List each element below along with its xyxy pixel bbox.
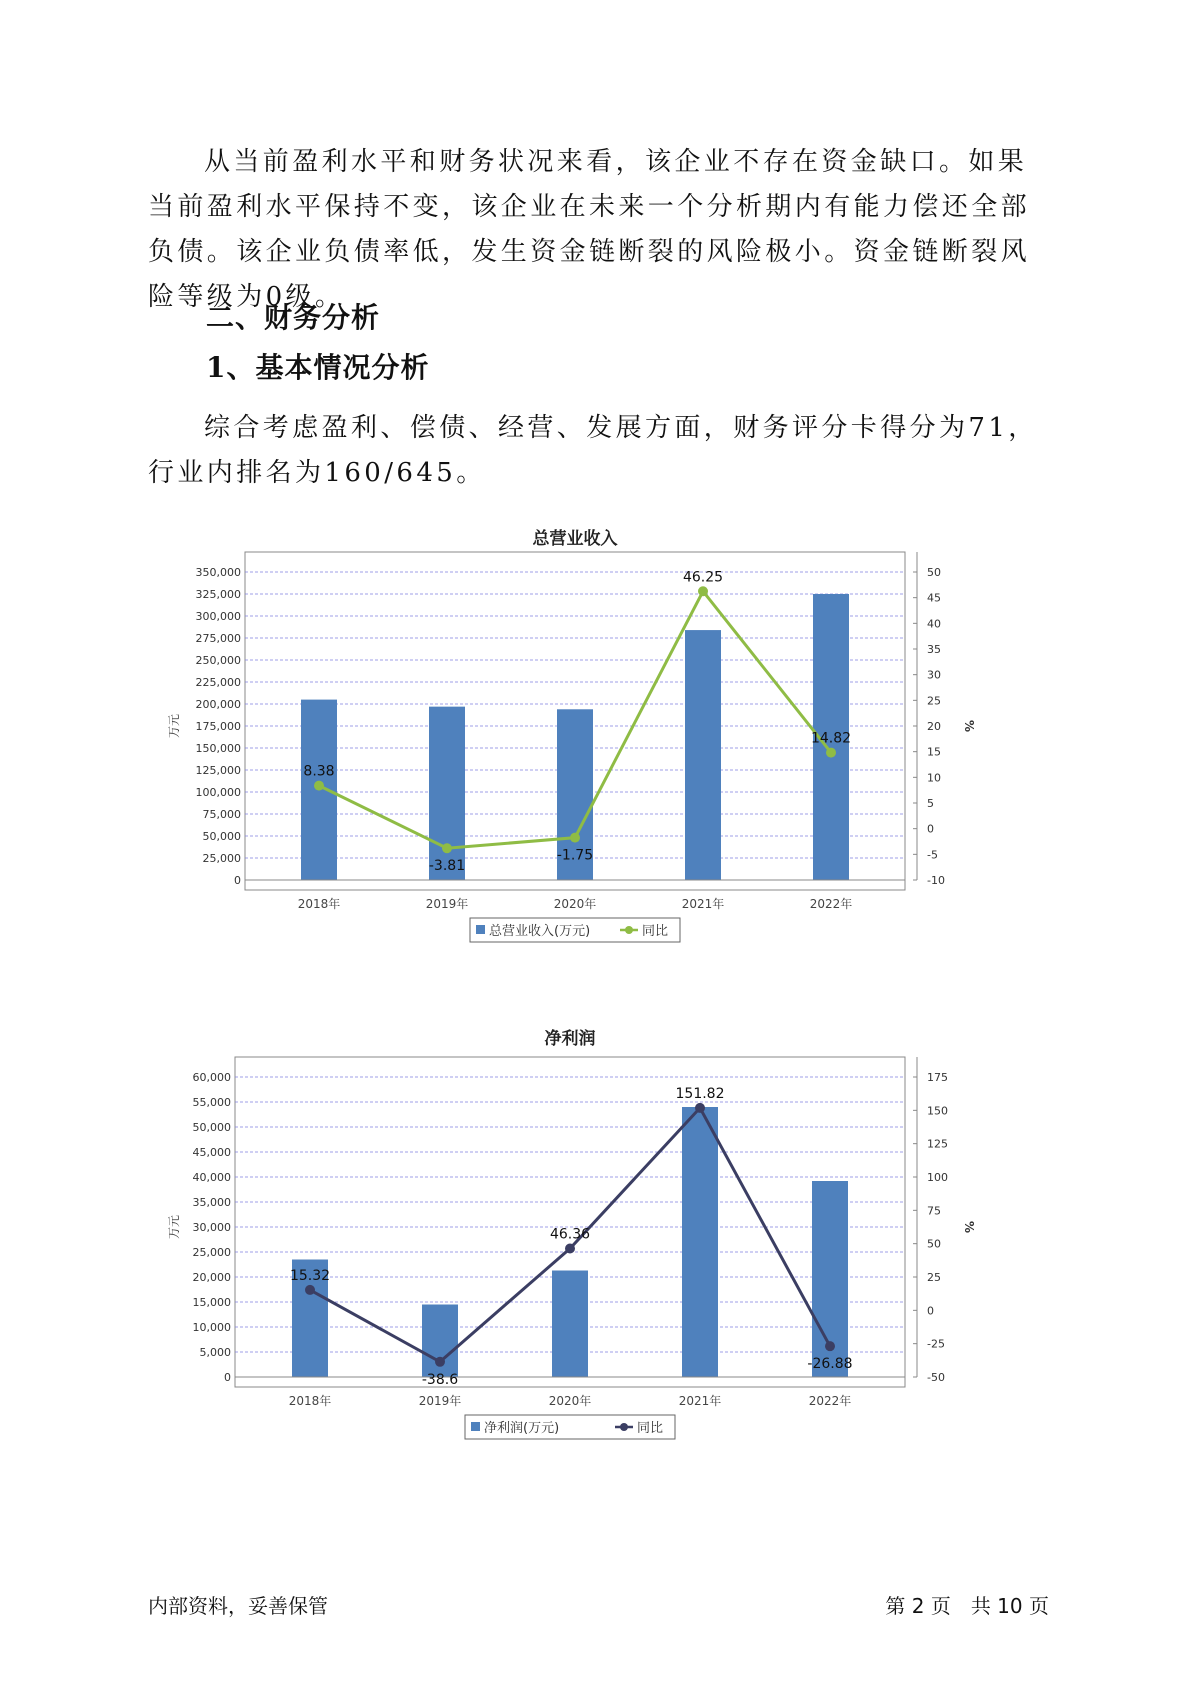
y2-tick-label: 100 (927, 1171, 948, 1184)
y-tick-label: 55,000 (192, 1096, 231, 1109)
y2-tick-label: 15 (927, 745, 941, 759)
risk-paragraph-text: 从当前盈利水平和财务状况来看，该企业不存在资金缺口。如果当前盈利水平保持不变，该企业在未来一个分析期内有能力偿还全部负债。该企业负债率低，发生资金链断裂的风险极小。资金链断裂风险等级为0级。 (148, 147, 1031, 312)
footer-confidential: 内部资料，妥善保管 (148, 1594, 328, 1618)
net-profit-chart (160, 1022, 1020, 1486)
y-tick-label: 225,000 (195, 676, 241, 689)
x-tick-label: 2018年 (297, 897, 341, 911)
y2-tick-label: 25 (927, 1271, 941, 1284)
yoy-data-label: 46.25 (682, 569, 724, 586)
bar (685, 630, 721, 880)
y2-tick-label: 175 (927, 1071, 948, 1084)
y-tick-label: 125,000 (195, 764, 241, 777)
net-profit-chart-svg (160, 1022, 1020, 1482)
bar (682, 1107, 718, 1377)
yoy-data-label: 14.82 (810, 730, 852, 747)
y2-tick-label: 20 (927, 720, 941, 733)
y-tick-label: 15,000 (192, 1296, 231, 1309)
y2-tick-label: 35 (927, 643, 941, 656)
y2-axis-label: % (962, 1220, 976, 1234)
y-tick-label: 25,000 (192, 1246, 231, 1259)
y-tick-label: 275,000 (195, 632, 241, 645)
y-tick-label: 0 (224, 1371, 231, 1384)
y2-tick-label: -25 (927, 1337, 945, 1351)
y-tick-label: 10,000 (192, 1321, 231, 1334)
x-tick-label: 2022年 (809, 897, 853, 911)
y2-tick-label: 75 (927, 1204, 941, 1218)
yoy-data-label: 15.32 (289, 1267, 331, 1284)
y-tick-label: 5,000 (199, 1346, 231, 1359)
y2-tick-label: 50 (927, 566, 941, 579)
legend-bar-swatch (476, 925, 485, 934)
revenue-chart-svg (160, 522, 1020, 982)
y-tick-label: 45,000 (192, 1146, 231, 1159)
y2-tick-label: 25 (927, 694, 941, 708)
yoy-point (314, 781, 324, 791)
yoy-data-label: 8.38 (303, 763, 335, 780)
y2-tick-label: -10 (927, 874, 945, 887)
y-tick-label: 40,000 (192, 1171, 231, 1184)
x-tick-label: 2021年 (678, 1394, 722, 1408)
yoy-data-label: -26.88 (807, 1356, 853, 1373)
legend-bar-label: 净利润(万元) (484, 1421, 560, 1436)
x-tick-label: 2020年 (553, 897, 597, 911)
yoy-point (695, 1103, 705, 1113)
y2-tick-label: -50 (927, 1371, 945, 1384)
y-tick-label: 250,000 (195, 654, 241, 667)
legend-line-marker (620, 1423, 628, 1431)
y-tick-label: 175,000 (195, 720, 241, 733)
y-tick-label: 20,000 (192, 1271, 231, 1284)
chart-title: 总营业收入 (532, 529, 618, 549)
yoy-point (825, 1341, 835, 1351)
footer-page-number: 第 2 页 共 10 页 (885, 1594, 1049, 1618)
revenue-chart (160, 522, 1020, 986)
y-tick-label: 350,000 (195, 566, 241, 579)
x-tick-label: 2021年 (681, 897, 725, 911)
y-tick-label: 325,000 (195, 588, 241, 601)
y-axis-label: 万元 (167, 713, 181, 739)
yoy-data-label: -3.81 (428, 858, 466, 875)
y-tick-label: 30,000 (192, 1221, 231, 1234)
bar (552, 1271, 588, 1378)
x-tick-label: 2018年 (288, 1394, 332, 1408)
yoy-point (442, 843, 452, 853)
x-tick-label: 2022年 (808, 1394, 852, 1408)
y-tick-label: 150,000 (195, 742, 241, 755)
y-tick-label: 50,000 (202, 830, 241, 843)
yoy-point (435, 1357, 445, 1367)
subsection-heading: 1、基本情况分析 (206, 351, 430, 384)
y-tick-label: 50,000 (192, 1121, 231, 1134)
legend-bar-label: 总营业收入(万元) (489, 924, 591, 939)
legend-line-label: 同比 (637, 1421, 664, 1436)
y-tick-label: 100,000 (195, 786, 241, 799)
legend-line-marker (625, 926, 633, 934)
bar (429, 707, 465, 880)
y2-tick-label: 50 (927, 1237, 941, 1251)
yoy-data-label: -1.75 (556, 847, 594, 864)
risk-paragraph (148, 140, 1048, 320)
scorecard-paragraph (148, 406, 1048, 496)
y-axis-label: 万元 (167, 1214, 181, 1240)
y-tick-label: 300,000 (195, 610, 241, 623)
yoy-data-label: -38.6 (421, 1371, 459, 1388)
yoy-data-label: 151.82 (675, 1085, 725, 1102)
yoy-point (826, 748, 836, 758)
y-tick-label: 60,000 (192, 1071, 231, 1084)
yoy-point (565, 1244, 575, 1254)
section-heading: 二、财务分析 (206, 301, 381, 334)
y2-axis-label: % (962, 719, 976, 733)
chart-title: 净利润 (544, 1029, 596, 1049)
yoy-point (305, 1285, 315, 1295)
y2-tick-label: -5 (927, 848, 938, 862)
y2-tick-label: 30 (927, 668, 941, 682)
y2-tick-label: 0 (927, 1304, 934, 1318)
y2-tick-label: 125 (927, 1137, 948, 1151)
y2-tick-label: 0 (927, 822, 934, 836)
y2-tick-label: 45 (927, 591, 941, 605)
y2-tick-label: 40 (927, 617, 941, 631)
y-tick-label: 75,000 (202, 808, 241, 821)
y-tick-label: 0 (234, 874, 241, 887)
y-tick-label: 35,000 (192, 1196, 231, 1209)
legend-line-label: 同比 (642, 924, 669, 939)
x-tick-label: 2020年 (548, 1394, 592, 1408)
scorecard-paragraph-text: 综合考虑盈利、偿债、经营、发展方面，财务评分卡得分为71，行业内排名为160/645。 (148, 413, 1038, 488)
x-tick-label: 2019年 (425, 897, 469, 911)
legend-bar-swatch (471, 1422, 480, 1431)
y2-tick-label: 10 (927, 771, 941, 785)
y2-tick-label: 5 (927, 797, 934, 810)
x-tick-label: 2019年 (418, 1394, 462, 1408)
y-tick-label: 200,000 (195, 698, 241, 711)
yoy-data-label: 46.36 (549, 1226, 591, 1243)
yoy-point (570, 833, 580, 843)
y2-tick-label: 150 (927, 1104, 948, 1118)
yoy-point (698, 586, 708, 596)
y-tick-label: 25,000 (202, 852, 241, 865)
